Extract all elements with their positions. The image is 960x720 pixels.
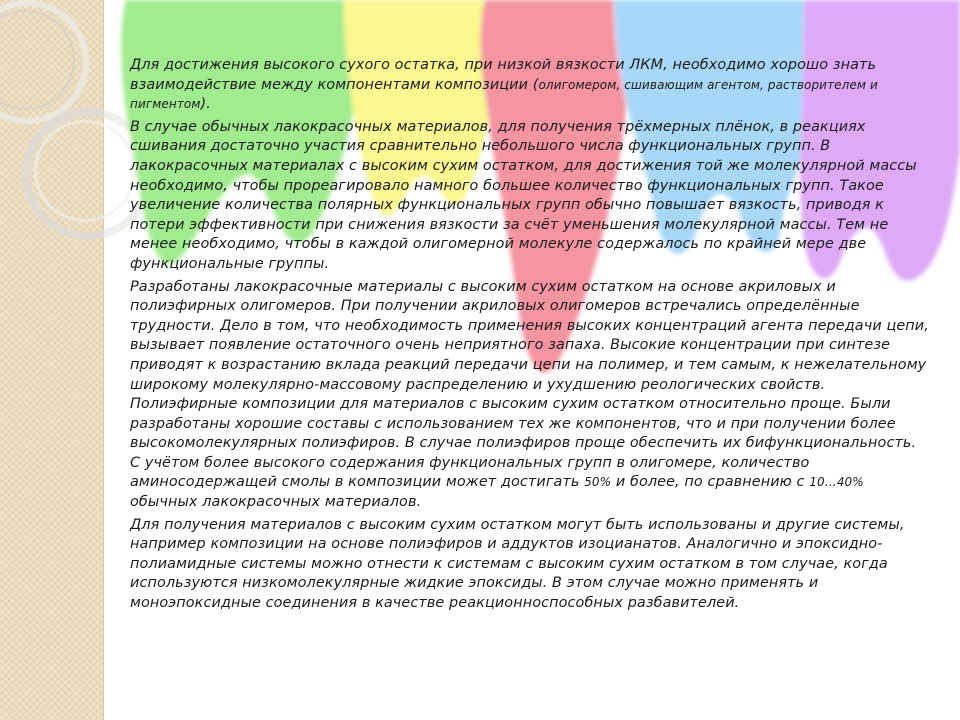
paragraph-1 (130, 56, 930, 115)
paragraph-3-percent-high: 50% (584, 475, 612, 490)
paragraph-4 (130, 516, 930, 614)
paragraph-3-mid: и более, по сравнению с (611, 474, 810, 491)
paragraph-3-percent-range: 10…40% (809, 475, 864, 490)
paragraph-3-text: Разработаны лакокрасочные материалы с высоким сухим остатком на основе акриловых и полиэфирных олигомеров. При получении акриловых олигомеров встречались определённые трудности. Дело в том, что необходимость применения высоких концентраций агента передачи цепи, вызывает появление остаточного очень неприятного запаха. Высокие концентрации при синтезе приводят к возрастанию вклада реакций передачи цепи на полимер, и тем самым, к нежелательному широкому молекулярно-массовому распределению и ухудшению реологических свойств. Полиэфирные композиции для материалов с высоким сухим остатком относительно проще. Были разработаны хорошие составы с использованием тех же компонентов, что и при получении более высокомолекулярных полиэфиров. В случае полиэфиров проще обеспечить их бифункциональность. С учётом более высокого содержания функциональных групп в олигомере, количество аминосодержащей смолы в композиции может достигать (130, 278, 929, 491)
paragraph-3 (130, 278, 930, 513)
paragraph-1-tail: ). (200, 96, 211, 113)
paragraph-3-tail: обычных лакокрасочных материалов. (130, 494, 422, 511)
paragraph-2 (130, 118, 930, 275)
paragraph-2-text: В случае обычных лакокрасочных материалов, для получения трёхмерных плёнок, в реакциях сшивания достаточно участия сравнительно небольшого числа функциональных групп. В лакокрасочных материалах с высоким сухим остатком, для достижения той же молекулярной массы необходимо, чтобы прореагировало намного большее количество функциональных групп. Такое увеличение количества полярных функциональных групп обычно повышает вязкость, приводя к потери эффективности при снижения вязкости за счёт уменьшения молекулярной массы. Тем не менее необходимо, чтобы в каждой олигомерной молекуле содержалось по крайней мере две функциональные группы. (130, 118, 917, 272)
paragraph-1-components: олигомером, сшивающим агентом, растворителем и пигментом (130, 77, 878, 112)
slide-text (130, 56, 930, 614)
paragraph-4-text: Для получения материалов с высоким сухим остатком могут быть использованы и другие системы, например композиции на основе полиэфиров и аддуктов изоцианатов. Аналогично и эпоксидно-полиамидные системы можно отнести к системам с высоким сухим остатком в том случае, когда используются низкомолекулярные жидкие эпоксиды. В этом случае можно применять и моноэпоксидные соединения в качестве реакционноспособных разбавителей. (130, 516, 905, 612)
paragraph-1-text: Для достижения высокого сухого остатка, при низкой вязкости ЛКМ, необходимо хорошо знать взаимодействие между компонентами композиции ( (130, 57, 877, 93)
